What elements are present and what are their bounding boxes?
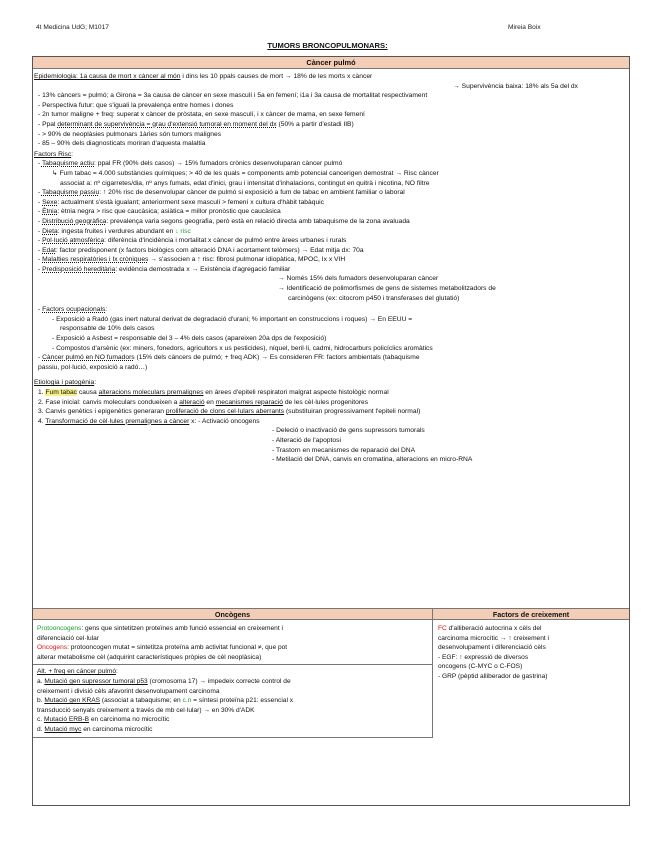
section-header: Càncer pulmó <box>33 57 629 69</box>
text: : <box>115 668 118 676</box>
risk-factors-label: Factors Risc <box>34 150 72 158</box>
list-item <box>34 388 626 398</box>
list-item: - Malalties respiratòries i Ix cròniques → s'associen a ↑ risc: fibrosi pulmonar idiopàtica, MPOC, Ix x VIH <box>38 256 346 264</box>
etiology-label: Etiologia i patogènia <box>34 379 95 387</box>
etiology-heading: Etiologia i patogènia: <box>34 379 97 387</box>
list-item: - Exposició a Radó (gas inert natural derivat de degradació d'urani; % important en construccions i roques) → En EEUU = <box>52 315 413 323</box>
table-line <box>37 667 428 677</box>
text: FC <box>438 625 447 632</box>
list-item: - Factors ocupacionals: <box>38 306 108 314</box>
list-item: associat a: nº cigarretes/dia, nº anys fumats, edat d'inici, grau i intensitat d'inhalacions, contingut en quitrà i nicotina, NO filtre <box>60 179 430 187</box>
text: Oncogens <box>37 644 68 652</box>
list-item: - Predisposició hereditària: evidència demostrada x → Existència d'agregació familiar <box>38 265 291 273</box>
header-course: 4t Medicina UdG; M1017 <box>36 24 109 31</box>
list-item: - Compostos d'arsènic (ex: miners, fonedors, agricultors x us pesticides), níquel, beril·li, cadmi, hidrocarburs policíclics aromàtics <box>52 344 433 352</box>
list-item: passiu, pol·lució, exposició a radó…) <box>38 363 148 371</box>
text: : actualment s'està igualant; anteriorment sexe masculí > femení x cultura d'hàbit tabàquic <box>57 198 325 206</box>
text: d. <box>37 725 45 733</box>
text: de les cèl·lules progenitores <box>282 398 369 406</box>
list-item: - Tabaquisme passiu: ↑ 20% risc de desenvolupar càncer de pulmó si exposició a fum de tabac en ambient familiar o laboral <box>38 189 405 197</box>
text: Transformació de cèl·lules premalignes a càncer <box>45 417 190 425</box>
text: Protooncogens <box>37 625 82 632</box>
text: i dins les 10 ppals causes de mort → 18% de les morts x càncer <box>180 73 373 80</box>
column-header-oncogenes: Oncògens <box>33 609 433 619</box>
text: Mutació myc <box>44 725 82 733</box>
text: : ingesta fruites i verdures abundant en <box>57 227 176 235</box>
list-item: - 2n tumor maligne + freq: superat x càncer de pròstata, en sexe masculí, i x càncer de mama, en sexe femení <box>38 111 365 119</box>
text: mecanismes reparació <box>215 398 283 406</box>
table-line: - EGF: ↑ expressió de diversos <box>438 653 529 661</box>
text: proliferació de clons cel·lulars aberrants <box>165 408 285 416</box>
text: Distribució geogràfica <box>42 217 107 225</box>
definitions-block <box>33 620 432 665</box>
text: 1. <box>38 389 46 396</box>
table-line: transducció senyals creixement a través de mb cel·lular) → en 30% d'ADK <box>37 706 255 714</box>
text: en àrees d'epiteli respiratori malgrat aspecte histològic normal <box>203 389 389 396</box>
list-item <box>34 407 626 417</box>
page-title: TUMORS BRONCOPULMONARS: <box>267 41 388 50</box>
text: : diferència d'incidència i mortalitat x càncer de pulmó entre àrees urbanes i rurals <box>104 237 347 245</box>
text: x: - Activació oncogens <box>189 417 260 425</box>
text: (cromosoma 17) → impedeix correcte control de <box>147 677 291 685</box>
table-line <box>37 624 428 634</box>
table-line: oncogens (C-MYC o C-FOS) <box>438 663 523 671</box>
table-body <box>33 620 629 738</box>
list-item: → Identificació de polimorfismes de gens de sistemes metabolitzadors de <box>278 285 496 293</box>
table-line: - GRP (pèptid alliberador de gastrina) <box>438 672 548 680</box>
text: : ètnia negra > risc que caucàsica; asiàtica = millor pronòstic que caucàsica <box>57 208 281 216</box>
text: d'alliberació autocrina x cèls del <box>446 625 542 632</box>
table-line <box>37 696 428 706</box>
table-line <box>37 643 428 653</box>
table-line <box>37 725 428 735</box>
text: 3. Canvis genètics i epigenètics generaran <box>38 408 166 416</box>
text: en carcinoma microcític <box>81 725 153 733</box>
list-item: - > 90% de neoplàsies pulmonars 1àries són tumors malignes <box>38 130 222 138</box>
text: Sexe <box>42 198 58 206</box>
text: 2. Fase inicial: canvis moleculars condueixen a <box>38 398 180 406</box>
text: = síntesi proteïna p21: essencial x <box>191 697 294 705</box>
epidemiology-line <box>34 72 626 82</box>
list-item: - Ètnia: ètnia negra > risc que caucàsica; asiàtica = millor pronòstic que caucàsica <box>38 208 281 216</box>
list-item: - Edat: factor predisponent (x factors biològics com alteració DNA i acortament telòmers) → Edat mitja dx: 70a <box>38 246 364 254</box>
text: Predisposició hereditària <box>42 265 116 273</box>
text: Mutació gen KRAS <box>44 697 101 705</box>
text: (associat a tabaquisme; en <box>100 697 183 705</box>
text: - Ppal <box>38 120 58 128</box>
text: : protooncogen mutat = sintetitza proteïna amb activitat funcional ≠, que pot <box>67 644 288 652</box>
text: (15% dels càncers de pulmó; + freq ADK) → Es consideren FR: factors ambientals (tabaquisme <box>134 354 420 362</box>
text: Mutació gen supressor tumoral p53 <box>44 677 148 685</box>
text: : 1a causa de mort x càncer al món <box>76 73 181 80</box>
text: Malalties respiratòries i Ix cròniques <box>42 256 149 264</box>
list-item <box>34 398 626 408</box>
text: causa <box>77 389 99 396</box>
list-item <box>34 120 626 130</box>
list-item: - Càncer pulmó en NO fumadors (15% dels càncers de pulmó; + freq ADK) → Es consideren FR: factors ambientals (tabaquisme <box>38 354 420 362</box>
text: ↓ risc <box>175 227 191 235</box>
oncogenes-table <box>33 608 629 738</box>
text: Tabaquisme passiu <box>41 189 100 197</box>
text: c.n <box>182 697 192 705</box>
text: Pol·lució atmosfèrica <box>42 237 105 245</box>
text: b. <box>37 697 45 705</box>
text: : evidència demostrada x → Existència d'agregació familiar <box>115 265 291 273</box>
alterations-block <box>33 665 432 737</box>
list-item: - Perspectiva futur: que s'iguali la prevalença entre homes i dones <box>38 101 234 109</box>
table-line: desenvolupament i diferenciació cèls <box>438 644 546 652</box>
text: : prevalença varia segons geografia, però està en relació directa amb tabaquisme de la zona avaluada <box>106 217 410 225</box>
text: : factor predisponent (x factors biològics com alteració DNA i acortament telòmers) → Edat mitja dx: 70a <box>55 246 364 254</box>
column-header-growth-factors: Factors de creixement <box>492 610 570 619</box>
text: Tabaquisme actiu <box>41 160 95 168</box>
list-item: - Sexe: actualment s'està igualant; anteriorment sexe masculí > femení x cultura d'hàbit tabàquic <box>38 198 325 206</box>
list-item: - Alteració de l'apoptosi <box>272 436 341 444</box>
list-item: - Pol·lució atmosfèrica: diferència d'incidència i mortalitat x càncer de pulmó entre àrees urbanes i rurals <box>38 237 347 245</box>
text: determinant de supervivència = grau d'extensió tumoral en moment del dx <box>57 120 277 128</box>
text: c. <box>37 716 44 724</box>
text: Mutació ERB-B <box>43 716 90 724</box>
list-item: - Trastorn en mecanismes de reparació del DNA <box>272 446 416 454</box>
oncogenes-cell <box>33 620 433 738</box>
text: : gens que sintetitzen proteïnes amb funció essencial en creixement i <box>81 625 283 632</box>
text: 4. <box>38 417 46 425</box>
list-item: - Distribució geogràfica: prevalença varia segons geografia, però està en relació directa amb tabaquisme de la zona avaluada <box>38 217 410 225</box>
table-line <box>438 624 625 634</box>
text: → s'associen a ↑ risc: fibrosi pulmonar idiopàtica, MPOC, Ix x VIH <box>148 256 346 264</box>
text: alteracions moleculars premalignes <box>98 389 204 396</box>
list-item: carcinògens (ex: citocrom p450 i transferases del glutatió) <box>288 294 460 302</box>
list-item: - Exposició a Asbest = responsable del 3 – 4% dels casos (apareixen 20a dps de l'exposició) <box>52 335 327 343</box>
list-item: - 85 – 90% dels diagnosticats moriran d'aquesta malaltia <box>38 140 206 148</box>
risk-factors-heading: Factors Risc: <box>34 150 74 158</box>
list-item: ↳ Fum tabac = 4.000 substàncies químiques; > 40 de les quals = components amb potencial cancerigen demostrat → Risc càncer <box>52 169 439 177</box>
table-header <box>33 608 629 620</box>
text: Alt. + freq en càncer pulmó <box>37 668 116 676</box>
text: : ppal FR (90% dels casos) → 15% fumadors crònics desenvoluparan càncer pulmó <box>94 160 343 168</box>
list-item <box>34 159 626 169</box>
text: Edat <box>42 246 56 254</box>
table-line: creixement i divisió cèls afavorint desenvolupament carcinoma <box>37 687 220 695</box>
table-line: carcinoma microcític → ↑ creixement i <box>438 634 550 642</box>
text: - <box>38 160 42 168</box>
table-line: diferenciació cel·lular <box>37 634 99 642</box>
survival-line: → Supervivència baixa: 18% als 5a del dx <box>453 82 578 90</box>
table-line <box>37 677 428 687</box>
list-item: - 13% càncers = pulmó; a Girona = 3a causa de càncer en sexe masculí i 5a en femení; i1a i 3a causa de mortalitat respectivament <box>38 92 428 100</box>
list-item: - Metilació del DNA, canvis en cromatina, alteracions en micro-RNA <box>272 456 473 464</box>
text: en <box>204 398 216 406</box>
text: Factors ocupacionals <box>42 306 106 314</box>
table-line <box>37 715 428 725</box>
table-line: alterar metabolisme cèl (adquirint característiques pròpies de cèl neoplàsica) <box>37 653 262 661</box>
list-item: responsable de 10% dels casos <box>60 325 155 333</box>
header-author: Mireia Boix <box>508 24 541 31</box>
text: Ètnia <box>42 208 58 216</box>
text: Càncer pulmó en NO fumadors <box>42 354 135 362</box>
growth-factors-cell <box>433 620 629 738</box>
text: alteració <box>179 398 205 406</box>
list-item: → Només 15% dels fumadors desenvoluparan càncer <box>278 275 439 283</box>
text: (substituiran progressivament l'epiteli normal) <box>284 408 421 416</box>
text: en carcinoma no microcític <box>89 716 170 724</box>
section-content <box>34 72 626 465</box>
text: : ↑ 20% risc de desenvolupar càncer de pulmó si exposició a fum de tabac en ambient familiar o laboral <box>99 189 405 197</box>
list-item <box>34 417 626 427</box>
text: (50% a partir d'estadi IIB) <box>276 120 354 128</box>
text: a. <box>37 677 45 685</box>
highlight-text: Fum tabac <box>45 389 78 396</box>
list-item: - Deleció o inactivació de gens supressors tumorals <box>272 427 425 435</box>
text: Dieta <box>42 227 58 235</box>
list-item: - Dieta: ingesta fruites i verdures abundant en ↓ risc <box>38 227 191 235</box>
epidemiology-label: Epidemiologia <box>34 73 77 80</box>
